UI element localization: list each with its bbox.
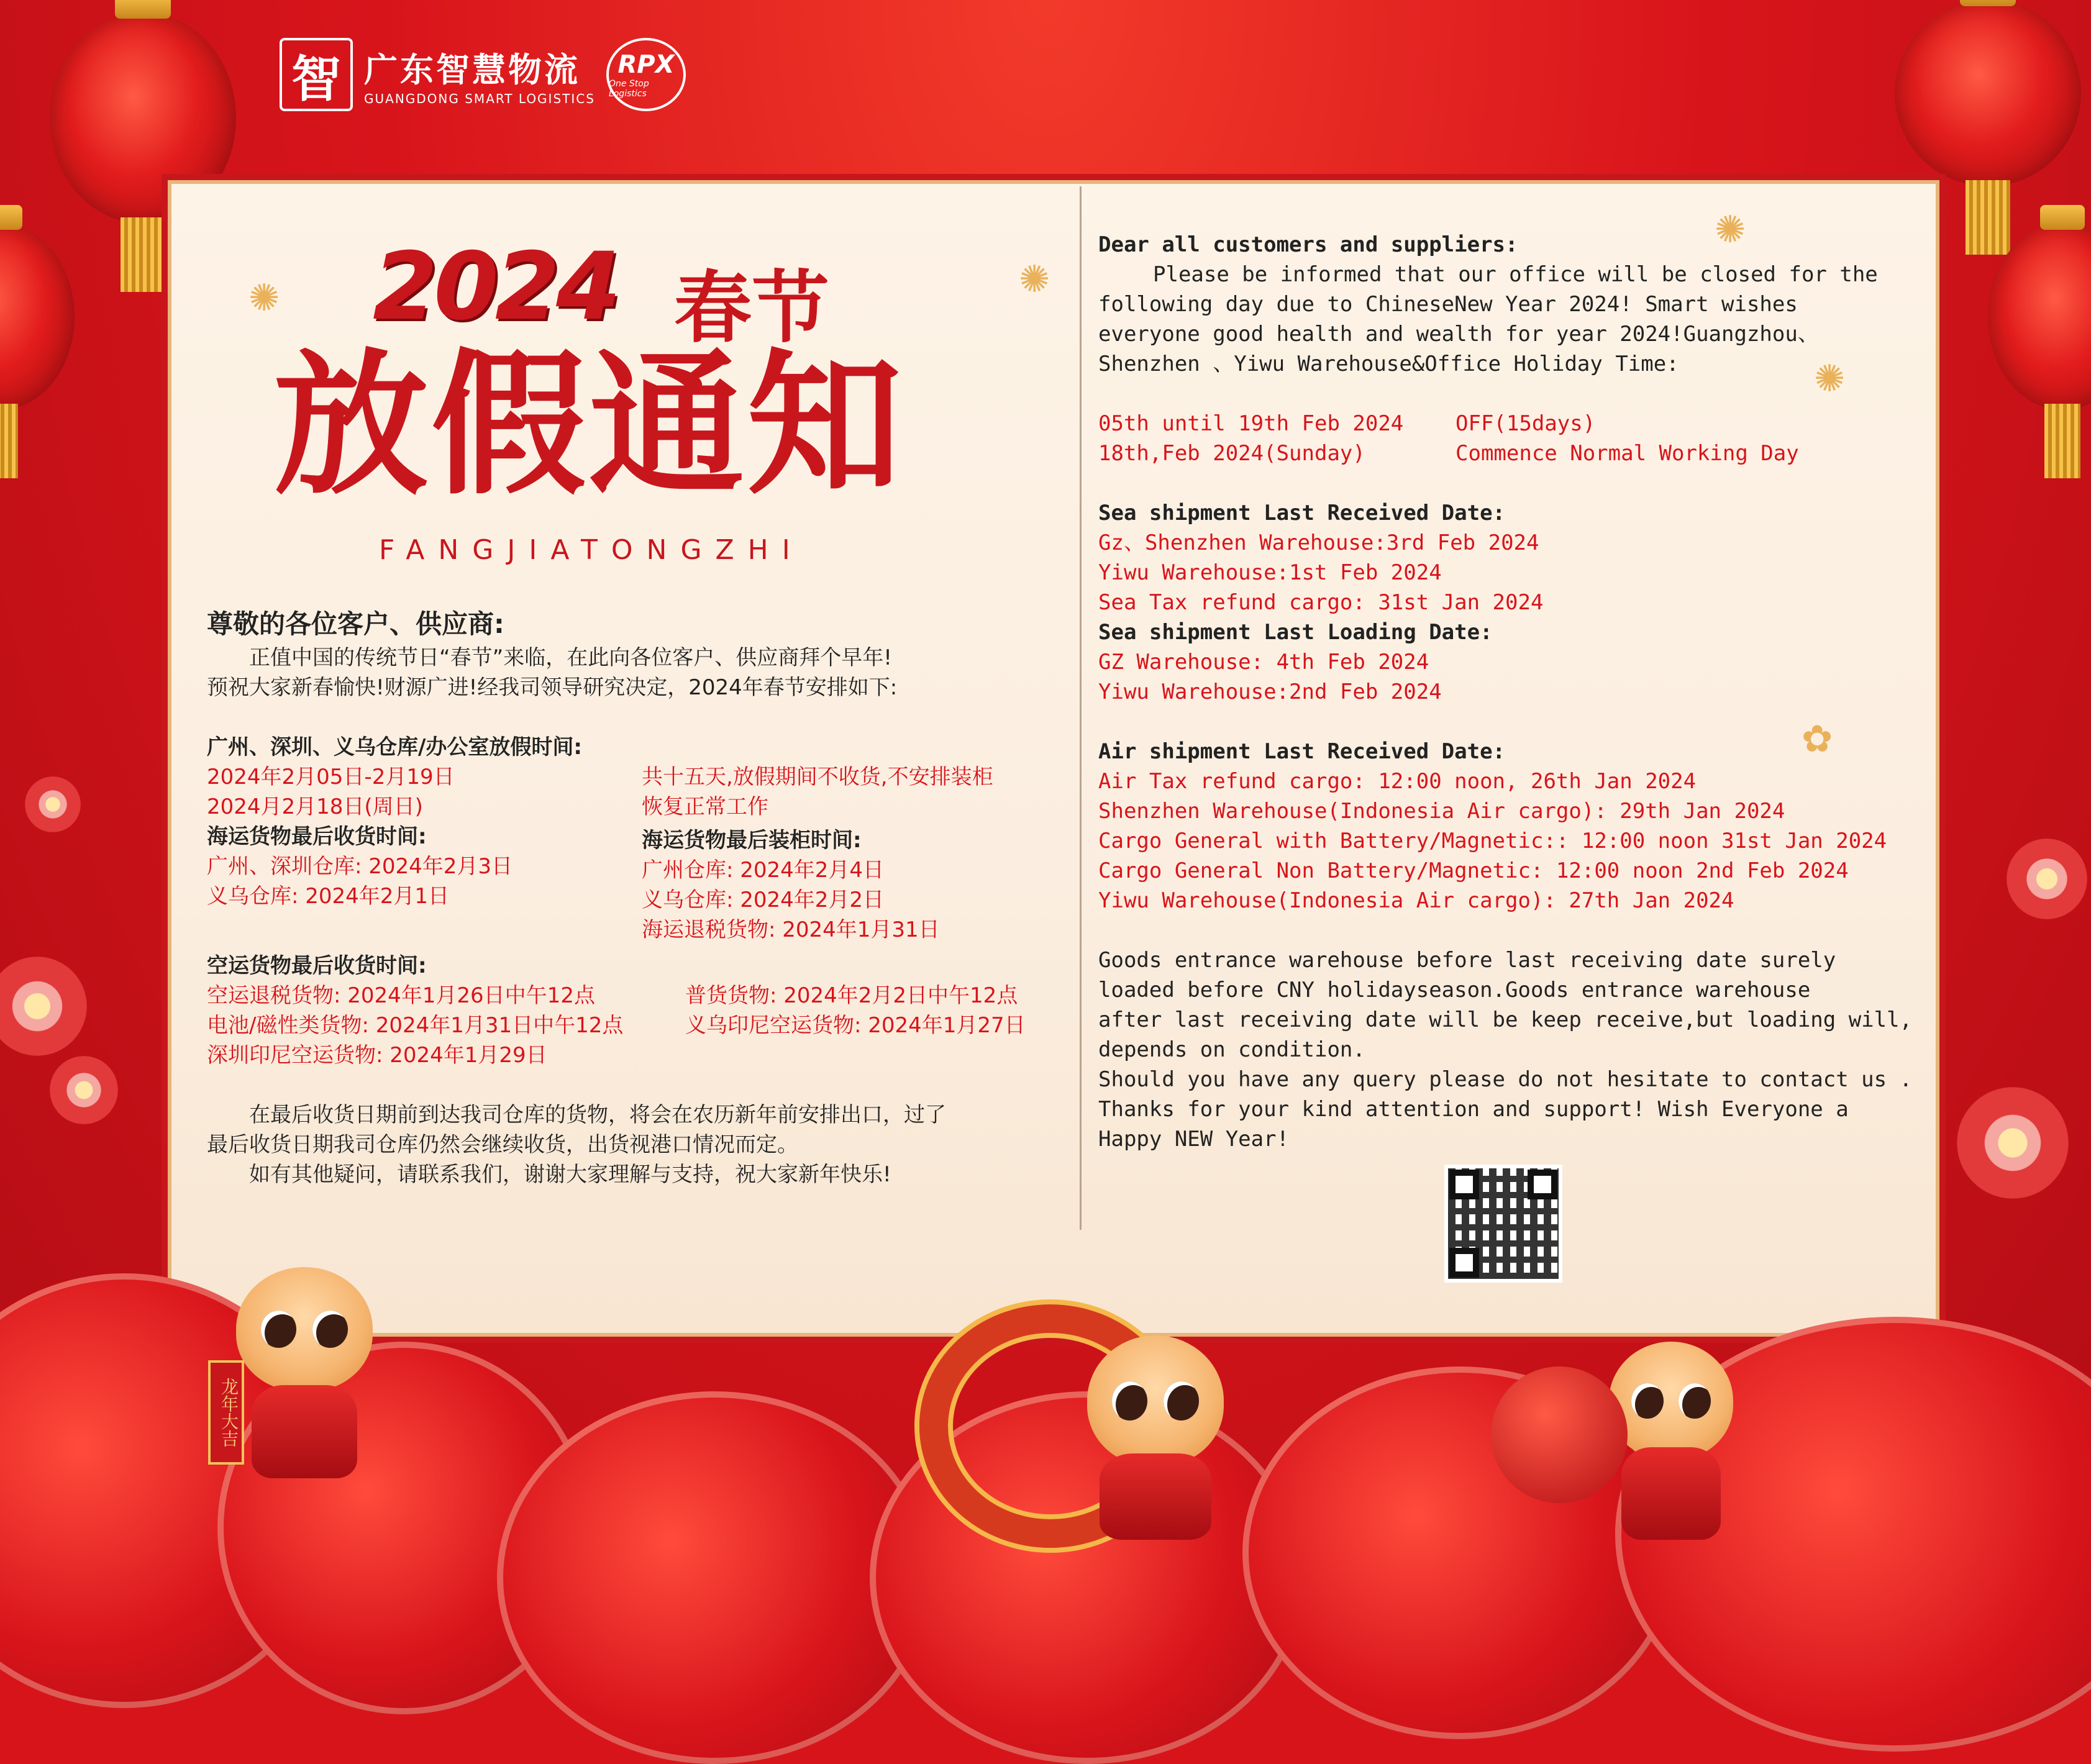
plum-flower-icon	[25, 776, 81, 832]
english-notice	[1098, 230, 1918, 1154]
en-closing-line: after last receiving date will be keep receive,but loading will,	[1098, 1007, 1913, 1032]
qr-code[interactable]	[1444, 1165, 1562, 1283]
cn-air-item: 电池/磁性类货物: 2024年1月31日中午12点	[207, 1013, 624, 1038]
cn-sea-load-heading: 海运货物最后装柜时间:	[642, 828, 862, 853]
en-air-heading: Air shipment Last Received Date:	[1098, 739, 1506, 764]
mascot-body	[1100, 1453, 1211, 1540]
cn-air-row	[207, 1040, 1077, 1070]
en-air-item: Cargo General Non Battery/Magnetic: 12:00 noon 2nd Feb 2024	[1098, 858, 1849, 883]
en-air-item: Shenzhen Warehouse(Indonesia Air cargo): 29th Jan 2024	[1098, 799, 1785, 824]
cn-sea-section	[207, 822, 1077, 945]
en-closing-line: Happy NEW Year!	[1098, 1127, 1290, 1152]
en-sea-load-item: Yiwu Warehouse:2nd Feb 2024	[1098, 680, 1442, 704]
en-intro-line: everyone good health and wealth for year 2024!Guangzhou、	[1098, 322, 1819, 347]
en-sea-recv-item: Yiwu Warehouse:1st Feb 2024	[1098, 560, 1442, 585]
sparkle-icon: ✺	[248, 276, 280, 320]
cn-sea-received	[207, 822, 642, 945]
en-holiday-row	[1098, 439, 1918, 468]
en-intro-line: Shenzhen 、Yiwu Warehouse&Office Holiday Time:	[1098, 352, 1679, 376]
cn-holiday-desc: 共十五天,放假期间不收货,不安排装柜	[642, 765, 993, 789]
en-closing-line: depends on condition.	[1098, 1037, 1365, 1062]
logo-cn-name: 广东智慧物流	[364, 50, 580, 89]
sparkle-icon: ✺	[1019, 258, 1050, 301]
cn-sea-recv-item: 广州、深圳仓库: 2024年2月3日	[207, 854, 513, 879]
festival-heading: 春节	[674, 263, 829, 353]
mascot-eye	[1164, 1381, 1199, 1421]
mascot-body	[252, 1385, 357, 1478]
cn-air-item: 义乌印尼空运货物: 2024年1月27日	[685, 1013, 1026, 1038]
cn-holiday-row	[207, 792, 1077, 822]
lantern-decoration-top-right	[1895, 0, 2081, 186]
en-sea-recv-item: Gz、Shenzhen Warehouse:3rd Feb 2024	[1098, 530, 1539, 555]
company-logo	[280, 34, 686, 115]
cn-sea-recv-heading: 海运货物最后收货时间:	[207, 824, 427, 849]
sparkle-icon: ✺	[1715, 208, 1746, 252]
cn-closing-line-2: 最后收货日期我司仓库仍然会继续收货，出货视港口情况而定。	[207, 1132, 798, 1157]
cn-air-row	[207, 1011, 1077, 1040]
cn-air-heading: 空运货物最后收货时间:	[207, 953, 427, 978]
logo-mark-icon: 智	[280, 38, 353, 111]
qr-finder-icon	[1528, 1170, 1557, 1199]
fortune-bag-icon	[1491, 1366, 1628, 1503]
logo-en-name: GUANGDONG SMART LOGISTICS	[364, 91, 595, 106]
cn-holiday-date: 2024年2月05日-2月19日	[207, 765, 455, 789]
cn-air-item: 深圳印尼空运货物: 2024年1月29日	[207, 1043, 547, 1068]
qr-finder-icon	[1449, 1170, 1479, 1199]
notice-title-pinyin: FANGJIATONGZHI	[379, 534, 804, 566]
cn-sea-loading	[642, 822, 940, 945]
chinese-notice	[207, 606, 1077, 1189]
en-intro-line: following day due to ChineseNew Year 2024! Smart wishes	[1098, 292, 1798, 317]
en-sea-recv-heading: Sea shipment Last Received Date:	[1098, 501, 1506, 525]
en-closing-line: Goods entrance warehouse before last receiving date surely	[1098, 948, 1836, 973]
cn-sea-recv-item: 义乌仓库: 2024年2月1日	[207, 884, 450, 909]
mascot-body	[1621, 1447, 1721, 1540]
notice-title: 放假通知	[273, 335, 904, 516]
cn-holiday-heading: 广州、深圳、义乌仓库/办公室放假时间:	[207, 735, 583, 760]
mascot-eye	[261, 1311, 296, 1348]
cn-sea-load-item: 义乌仓库: 2024年2月2日	[642, 888, 885, 912]
cn-holiday-desc: 恢复正常工作	[642, 794, 768, 819]
cn-air-row	[207, 981, 1077, 1011]
dragon-mascot-left	[236, 1267, 373, 1391]
en-greeting: Dear all customers and suppliers:	[1098, 232, 1518, 257]
rpx-logo-tagline: One Stop Logistics	[608, 79, 649, 99]
sparkle-icon: ✺	[1814, 357, 1846, 401]
en-sea-load-item: GZ Warehouse: 4th Feb 2024	[1098, 650, 1429, 675]
en-holiday-date: 18th,Feb 2024(Sunday)	[1098, 441, 1365, 466]
plum-flower-icon	[1957, 1087, 2069, 1199]
mascot-eye	[312, 1311, 348, 1348]
mascot-eye	[1631, 1383, 1664, 1419]
cloud-decoration	[497, 1391, 932, 1764]
column-divider	[1080, 186, 1082, 1230]
rpx-logo	[606, 38, 686, 111]
cn-closing-line-1: 在最后收货日期前到达我司仓库的货物，将会在农历新年前安排出口，过了	[249, 1102, 946, 1127]
cn-air-item: 普货货物: 2024年2月2日中午12点	[685, 983, 1018, 1008]
cn-sea-load-item: 海运退税货物: 2024年1月31日	[642, 917, 940, 942]
en-intro-line: Please be informed that our office will be closed for the	[1153, 262, 1878, 287]
en-holiday-desc: OFF(15days)	[1456, 411, 1596, 436]
en-sea-recv-item: Sea Tax refund cargo: 31st Jan 2024	[1098, 590, 1544, 615]
cn-intro-line-1: 正值中国的传统节日“春节”来临，在此向各位客户、供应商拜个早年!	[249, 645, 892, 670]
en-closing-line: Thanks for your kind attention and support! Wish Everyone a	[1098, 1097, 1849, 1122]
cn-greeting: 尊敬的各位客户、供应商:	[207, 609, 504, 639]
mascot-eye	[1112, 1381, 1147, 1421]
en-air-item: Cargo General with Battery/Magnetic:: 12:00 noon 31st Jan 2024	[1098, 829, 1887, 853]
en-closing-line: Should you have any query please do not hesitate to contact us .	[1098, 1067, 1913, 1092]
year-heading: 2024	[373, 233, 617, 341]
en-closing-line: loaded before CNY holidayseason.Goods entrance warehouse	[1098, 978, 1811, 1002]
cn-air-item: 空运退税货物: 2024年1月26日中午12点	[207, 983, 595, 1008]
cn-holiday-row	[207, 762, 1077, 792]
en-sea-load-heading: Sea shipment Last Loading Date:	[1098, 620, 1493, 645]
plum-flower-icon	[2007, 839, 2087, 919]
qr-finder-icon	[1449, 1248, 1479, 1278]
logo-text	[364, 43, 595, 106]
en-holiday-row	[1098, 409, 1918, 439]
cn-intro-line-2: 预祝大家新春愉快!财源广进!经我司领导研究决定，2024年春节安排如下:	[207, 675, 898, 700]
dragon-mascot-center	[1087, 1335, 1224, 1466]
en-air-item: Yiwu Warehouse(Indonesia Air cargo): 27th Jan 2024	[1098, 888, 1734, 913]
cn-sea-load-item: 广州仓库: 2024年2月4日	[642, 858, 885, 883]
plum-flower-icon	[50, 1056, 118, 1124]
mascot-eye	[1679, 1383, 1711, 1419]
en-holiday-date: 05th until 19th Feb 2024	[1098, 411, 1404, 436]
cn-holiday-date: 2024月2月18日(周日)	[207, 794, 423, 819]
en-air-item: Air Tax refund cargo: 12:00 noon, 26th Jan 2024	[1098, 769, 1697, 794]
en-holiday-desc: Commence Normal Working Day	[1456, 441, 1799, 466]
scroll-banner: 龙年大吉	[208, 1360, 244, 1465]
rpx-logo-text: RPX	[617, 50, 675, 79]
cn-closing-line-3: 如有其他疑问，请联系我们，谢谢大家理解与支持，祝大家新年快乐!	[249, 1162, 891, 1187]
sparkle-icon: ✿	[1802, 717, 1833, 761]
dragon-mascot-right	[1609, 1342, 1733, 1460]
